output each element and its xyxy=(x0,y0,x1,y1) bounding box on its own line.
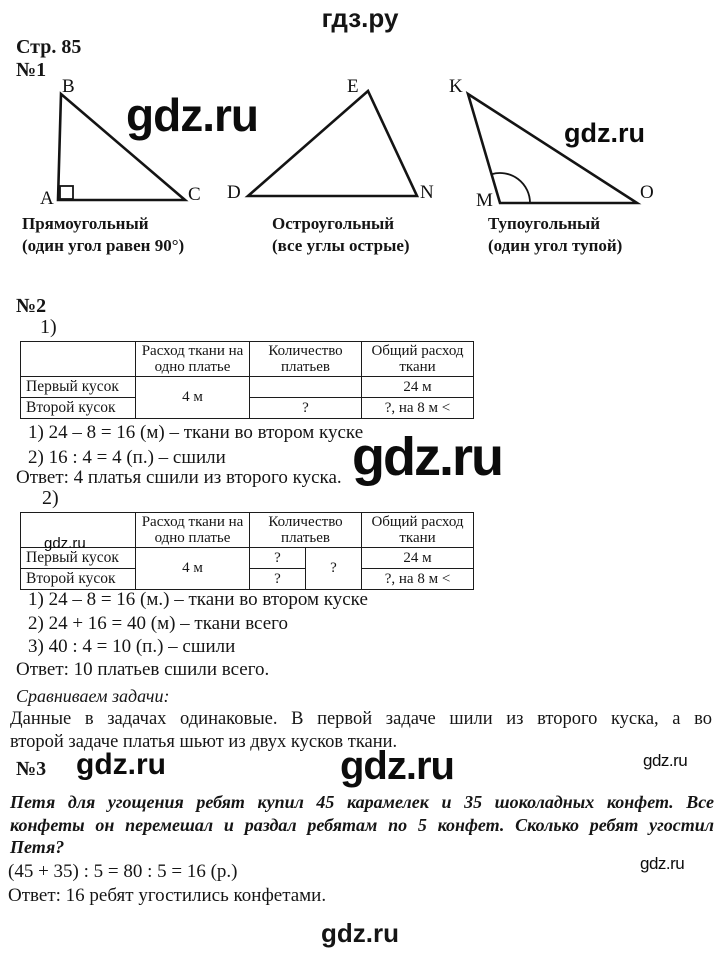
table1-header-per-dress: Расход ткани на одно платье xyxy=(136,342,250,377)
vertex-label-o: O xyxy=(640,182,654,203)
task3-problem xyxy=(10,791,714,859)
vertex-label-c: C xyxy=(188,184,201,205)
caption-right-triangle xyxy=(22,213,184,257)
vertex-label-b: B xyxy=(62,78,75,97)
table2-header-count: Количество платьев xyxy=(250,513,362,548)
fabric-table-2 xyxy=(20,512,474,590)
gdz-watermark: gdz.ru xyxy=(643,751,688,770)
table1-row1-label: Первый кусок xyxy=(21,377,136,398)
table1-row1-count xyxy=(250,377,362,398)
table2-header-total: Общий расход ткани xyxy=(362,513,474,548)
vertex-label-d: D xyxy=(227,182,241,203)
table1-row2-label: Второй кусок xyxy=(21,398,136,419)
gdz-watermark: gdz.ru xyxy=(76,748,166,781)
table2-row1-count: ? xyxy=(250,548,306,569)
table2-header-per-dress: Расход ткани на одно платье xyxy=(136,513,250,548)
vertex-label-m: M xyxy=(476,190,493,211)
gdz-watermark: gdz.ru xyxy=(44,535,86,552)
table1-row2-count: ? xyxy=(250,398,362,419)
table1-per-dress-value: 4 м xyxy=(136,377,250,419)
task3-solution: (45 + 35) : 5 = 80 : 5 = 16 (р.) xyxy=(8,861,238,882)
table1-header-count: Количество платьев xyxy=(250,342,362,377)
table1-header-total: Общий расход ткани xyxy=(362,342,474,377)
vertex-label-a: A xyxy=(40,188,54,209)
table2-per-dress-value: 4 м xyxy=(136,548,250,590)
table2-row1-label: Первый кусок xyxy=(21,548,136,569)
triangle-type-name: Тупоугольный xyxy=(488,214,601,233)
solution-step: 1) 24 – 8 = 16 (м.) – ткани во втором куске xyxy=(28,589,368,610)
task2-part2-answer: Ответ: 10 платьев сшили всего. xyxy=(16,659,270,680)
page-label: Стр. 85 xyxy=(16,36,82,58)
task2-part2-steps xyxy=(28,588,368,659)
problem-line: конфеты он перемешал и раздал ребятам по 5 конфет. Сколько ребят угостил xyxy=(10,814,714,835)
solution-step: 2) 16 : 4 = 4 (п.) – сшили xyxy=(28,447,226,468)
gdz-watermark: gdz.ru xyxy=(352,427,502,487)
triangle-type-note: (все углы острые) xyxy=(272,236,410,255)
table1-header-blank xyxy=(21,342,136,377)
fabric-table-2-wrap xyxy=(20,512,474,590)
solution-step: 3) 40 : 4 = 10 (п.) – сшили xyxy=(28,636,236,657)
task2-part1-steps xyxy=(28,420,363,470)
table2-row2-label: Второй кусок xyxy=(21,569,136,590)
compare-line: Данные в задачах одинаковые. В первой задаче шили из второго куска, а во xyxy=(10,709,712,729)
problem-line: Петя? xyxy=(10,837,65,857)
gdz-watermark: gdz.ru xyxy=(640,854,685,873)
table2-row2-total: ?, на 8 м < xyxy=(362,569,474,590)
task1-number: №1 xyxy=(16,59,47,81)
compare-line: второй задаче платья шьют из двух кусков ткани. xyxy=(10,732,398,752)
table2-row2-count: ? xyxy=(250,569,306,590)
problem-line: Петя для угощения ребят купил 45 карамелек и 35 шоколадных конфет. Все xyxy=(10,792,714,812)
gdz-watermark: gdz.ru xyxy=(126,89,258,141)
table1-row2-total: ?, на 8 м < xyxy=(362,398,474,419)
acute-triangle xyxy=(227,78,434,203)
task3-number: №3 xyxy=(16,758,47,780)
gdz-watermark: gdz.ru xyxy=(340,744,454,788)
solution-step: 2) 24 + 16 = 40 (м) – ткани всего xyxy=(28,612,288,634)
table2-count-merged: ? xyxy=(306,548,362,590)
compare-title: Сравниваем задачи: xyxy=(16,686,170,706)
caption-acute-triangle xyxy=(272,213,410,257)
right-angle-marker xyxy=(60,186,73,199)
gdz-watermark: gdz.ru xyxy=(564,118,645,148)
task3-answer: Ответ: 16 ребят угостились конфетами. xyxy=(8,885,327,906)
site-footer-brand: gdz.ru xyxy=(321,918,399,948)
vertex-label-n: N xyxy=(420,182,434,203)
fabric-table-1 xyxy=(20,341,474,419)
task2-part1-label: 1) xyxy=(40,316,57,338)
task2-part1-answer: Ответ: 4 платья сшили из второго куска. xyxy=(16,467,342,488)
vertex-label-k: K xyxy=(449,78,463,97)
triangle-type-name: Прямоугольный xyxy=(22,214,149,233)
fabric-table-1-wrap xyxy=(20,341,474,419)
task2-part2-label: 2) xyxy=(42,487,59,509)
table1-row1-total: 24 м xyxy=(362,377,474,398)
caption-obtuse-triangle xyxy=(488,213,622,257)
triangle-type-name: Остроугольный xyxy=(272,214,395,233)
task2-number: №2 xyxy=(16,295,47,317)
table2-row1-total: 24 м xyxy=(362,548,474,569)
site-header-brand: гдз.ру xyxy=(321,3,399,33)
triangle-type-note: (один угол равен 90°) xyxy=(22,236,185,255)
solution-step: 1) 24 – 8 = 16 (м) – ткани во втором куске xyxy=(28,422,364,443)
triangle-type-note: (один угол тупой) xyxy=(488,236,623,255)
vertex-label-e: E xyxy=(347,78,359,97)
